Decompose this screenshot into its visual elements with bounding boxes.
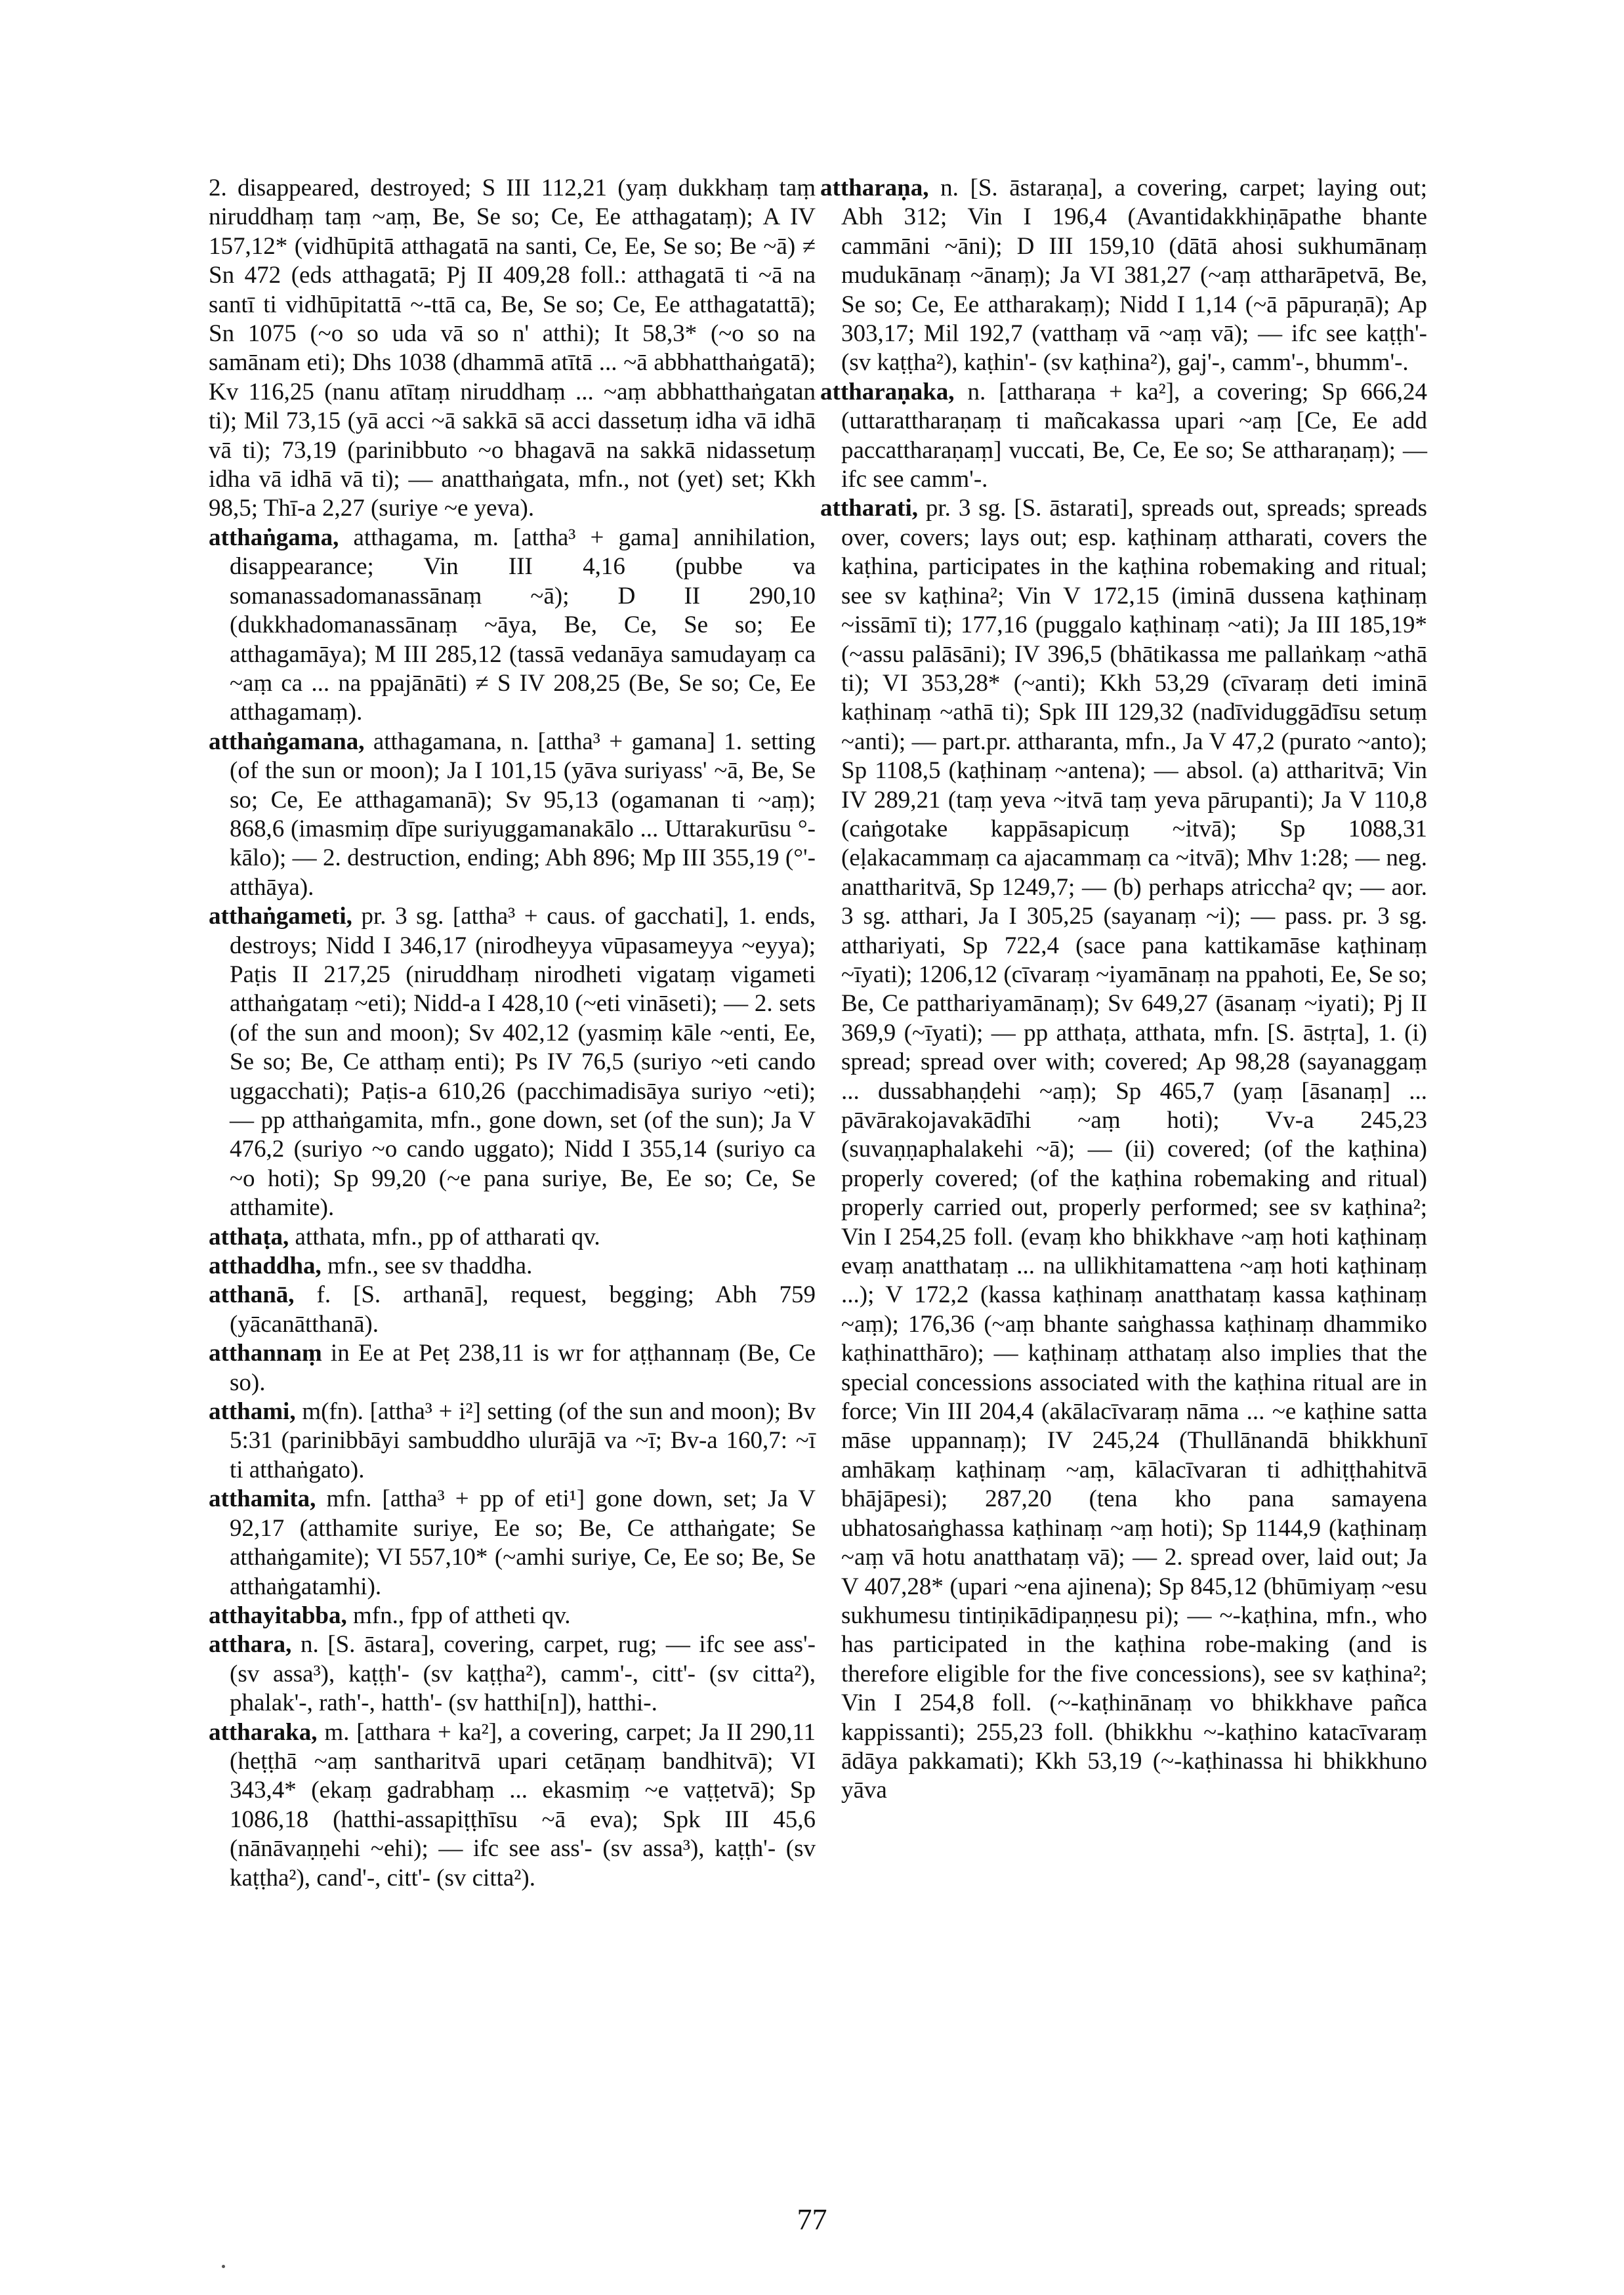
dictionary-entry xyxy=(820,174,1427,378)
entry-headword: atthayitabba, xyxy=(209,1602,347,1629)
dictionary-entry xyxy=(209,524,816,728)
entry-text: n. [S. āstara], covering, carpet, rug; — ifc see ass'- (sv assa³), kaṭṭh'- (sv kaṭṭha²), camm'-, citt'- (sv citta²), phalak'-, rath'-, hatth'- (sv hatthi[n]), hatthi-. xyxy=(230,1631,816,1717)
entry-headword: attharaka, xyxy=(209,1718,318,1746)
scan-speck xyxy=(222,2265,225,2268)
dictionary-entry xyxy=(209,1630,816,1718)
page-number: 77 xyxy=(797,2202,827,2236)
entry-headword: attharaṇaka, xyxy=(820,378,955,405)
entry-text: atthagama, m. [attha³ + gama] annihilation, disappearance; Vin III 4,16 (pubbe va somanassadomanassānaṃ ~ā); D II 290,10 (dukkhadomanassānaṃ ~āya, Be, Ce, Se so; Ee atthagamāya); M III 285,12 (tassā vedanāya samudayaṃ ca ~aṃ ca ... na ppajānāti) ≠ S IV 208,25 (Be, Se so; Ce, Ee atthagamaṃ). xyxy=(230,524,816,726)
entry-headword: atthaṅgameti, xyxy=(209,903,352,930)
left-column xyxy=(209,174,816,1893)
dictionary-entry xyxy=(209,1223,816,1252)
entry-text: mfn., see sv thaddha. xyxy=(327,1252,533,1280)
entry-text: mfn., fpp of attheti qv. xyxy=(352,1602,571,1629)
dictionary-entry xyxy=(209,1602,816,1630)
entry-text: n. [attharaṇa + ka²], a covering; Sp 666,24 (uttarattharaṇaṃ ti mañcakassa upari ~aṃ [Ce, Ee add paccattharaṇaṃ] vuccati, Be, Ce, Ee so; Se attharaṇaṃ); — ifc see camm'-. xyxy=(841,378,1427,493)
entry-headword: atthaṭa, xyxy=(209,1223,289,1251)
dictionary-entry xyxy=(209,1339,816,1397)
entry-text: f. [S. arthanā], request, begging; Abh 759 (yācanātthanā). xyxy=(230,1281,816,1338)
dictionary-entry xyxy=(209,1718,816,1893)
entry-text: m. [atthara + ka²], a covering, carpet; Ja II 290,11 (heṭṭhā ~aṃ santharitvā upari cetāṇaṃ bandhitvā); VI 343,4* (ekaṃ gadrabhaṃ ... ekasmiṃ ~e vaṭṭetvā); Sp 1086,18 (hatthi-assapiṭṭhīsu ~ā eva); Spk III 45,6 (nānāvaṇṇehi ~ehi); — ifc see ass'- (sv assa³), kaṭṭh'- (sv kaṭṭha²), cand'-, citt'- (sv citta²). xyxy=(230,1718,816,1892)
entry-text: atthagamana, n. [attha³ + gamana] 1. setting (of the sun or moon); Ja I 101,15 (yāva suriyass' ~ā, Be, Se so; Ce, Ee atthagamanā); Sv 95,13 (ogamanan ti ~aṃ); 868,6 (imasmiṃ dīpe suriyuggamanakālo ... Uttarakurūsu °-kālo); — 2. destruction, ending; Abh 896; Mp III 355,19 (°'-atthāya). xyxy=(230,728,816,901)
dictionary-entry xyxy=(209,1485,816,1602)
entry-text: pr. 3 sg. [S. āstarati], spreads out, spreads; spreads over, covers; lays out; esp. kaṭhinaṃ attharati, covers the kaṭhina, participates in the kaṭhina robemaking and ritual; see sv kaṭhina²; Vin V 172,15 (iminā dussena kaṭhinaṃ ~issāmī ti); 177,16 (puggalo kaṭhinaṃ ~ati); Ja III 185,19* (~assu palāsāni); IV 396,5 (bhātikassa me pallaṅkaṃ ~athā ti); VI 353,28* (~anti); Kkh 53,29 (cīvaraṃ deti iminā kaṭhinaṃ ~athā ti); Spk III 129,32 (nadīviduggādīsu setuṃ ~anti); — part.pr. attharanta, mfn., Ja V 47,2 (purato ~anto); Sp 1108,5 (kaṭhinaṃ ~antena); — absol. (a) attharitvā; Vin IV 289,21 (taṃ yeva ~itvā taṃ yeva pārupanti); Ja V 110,8 (caṅgotake kappāsapicuṃ ~itvā); Sp 1088,31 (eḷakacammaṃ ca ajacammaṃ ca ~itvā); Mhv 1:28; — neg. anattharitvā, Sp 1249,7; — (b) perhaps atriccha² qv; — aor. 3 sg. atthari, Ja I 305,25 (sayanaṃ ~i); — pass. pr. 3 sg. atthariyati, Sp 722,4 (sace pana kattikamāse kaṭhinaṃ ~īyati); 1206,12 (cīvaraṃ ~iyamānaṃ na ppahoti, Ee, Se so; Be, Ce patthariyamānaṃ); Sv 649,27 (āsanaṃ ~iyati); Pj II 369,9 (~īyati); — pp atthaṭa, atthata, mfn. [S. āstṛta], 1. (i) spread; spread over with; covered; Ap 98,28 (sayanaggaṃ ... dussabhaṇḍehi ~aṃ); Sp 465,7 (yaṃ [āsanaṃ] ... pāvārakojavakādīhi ~aṃ hoti); Vv-a 245,23 (suvaṇṇaphalakehi ~ā); — (ii) covered; (of the kaṭhina) properly covered; (of the kaṭhina robemaking and ritual) properly carried out, properly performed; see sv kaṭhina²; Vin I 254,25 foll. (evaṃ kho bhikkhave ~aṃ hoti kaṭhinaṃ evaṃ anatthataṃ ... na ullikhitamattena ~aṃ hoti kaṭhinaṃ ...); V 172,2 (kassa kaṭhinaṃ anatthataṃ kassa kaṭhinaṃ ~aṃ); 176,36 (~aṃ bhante saṅghassa kaṭhinaṃ dhammiko kaṭhinatthāro); — kaṭhinaṃ atthataṃ also implies that the special concessions associated with the kaṭhina ritual are in force; Vin III 204,4 (akālacīvaraṃ nāma ... ~e kaṭhine satta māse uppannaṃ); IV 245,24 (Thullānandā bhikkhunī amhākaṃ kaṭhinaṃ ~aṃ, kālacīvaran ti adhiṭṭhahitvā bhājāpesi); 287,20 (tena kho pana samayena ubhatosaṅghassa kaṭhinaṃ ~aṃ hoti); Sp 1144,9 (kaṭhinaṃ ~aṃ vā hotu anatthataṃ vā); — 2. spread over, laid out; Ja V 407,28* (upari ~ena ajinena); Sp 845,12 (bhūmiyaṃ ~esu sukhumesu tintiṇikādipaṇṇesu pi); — ~-kaṭhina, mfn., who has participated in the kaṭhina robe-making (and is therefore eligible for the five concessions), see sv kaṭhina²; Vin I 254,8 foll. (~-kaṭhinānaṃ vo bhikkhave pañca kappissanti); 255,23 foll. (bhikkhu ~-kaṭhino katacīvaraṃ ādāya pakkamati); Kkh 53,19 (~-kaṭhinassa hi bhikkhuno yāva xyxy=(841,495,1427,1804)
entry-headword: atthara, xyxy=(209,1631,292,1659)
dictionary-entry xyxy=(209,1252,816,1281)
entry-text: n. [S. āstaraṇa], a covering, carpet; laying out; Abh 312; Vin I 196,4 (Avantidakkhiṇāpathe bhante cammāni ~āni); D III 159,10 (dātā ahosi sukhumānaṃ mudukānaṃ ~ānaṃ); Ja VI 381,27 (~aṃ attharāpetvā, Be, Se so; Ce, Ee attharakaṃ); Nidd I 1,14 (~ā pāpuraṇā); Ap 303,17; Mil 192,7 (vatthaṃ vā ~aṃ vā); — ifc see kaṭṭh'- (sv kaṭṭha²), kaṭhin'- (sv kaṭhina²), gaj'-, camm'-, bhumm'-. xyxy=(841,175,1428,377)
dictionary-entry xyxy=(209,1397,816,1485)
entry-text: mfn. [attha³ + pp of eti¹] gone down, set; Ja V 92,17 (atthamite suriye, Ee so; Be, Ce atthaṅgate; Se atthaṅgamite); VI 557,10* (~amhi suriye, Ce, Ee so; Be, Se atthaṅgatamhi). xyxy=(230,1485,816,1600)
entry-headword: atthaṅgama, xyxy=(209,524,339,551)
entry-text: pr. 3 sg. [attha³ + caus. of gacchati], 1. ends, destroys; Nidd I 346,17 (nirodheyya vūpasameyya ~eyya); Paṭis II 217,25 (niruddhaṃ nirodheti vigataṃ vigameti atthaṅgataṃ ~eti); Nidd-a I 428,10 (~eti vināseti); — 2. sets (of the sun and moon); Sv 402,12 (yasmiṃ kāle ~enti, Ee, Se so; Be, Ce atthaṃ enti); Ps IV 76,5 (suriyo ~eti cando uggacchati); Paṭis-a 610,26 (pacchimadisāya suriyo ~eti); — pp atthaṅgamita, mfn., gone down, set (of the sun); Ja V 476,2 (suriyo ~o cando uggato); Nidd I 355,14 (suriyo ca ~o hoti); Sp 99,20 (~e pana suriye, Be, Ee so; Ce, Se atthamite). xyxy=(230,903,816,1222)
entry-text: 2. disappeared, destroyed; S III 112,21 (yaṃ dukkhaṃ taṃ niruddhaṃ taṃ ~aṃ, Be, Se so; Ce, Ee atthagataṃ); A IV 157,12* (vidhūpitā atthagatā na santi, Ce, Ee, Se so; Be ~ā) ≠ Sn 472 (eds atthagatā; Pj II 409,28 foll.: atthagatā ti ~ā na santī ti vidhūpitattā ~-ttā ca, Be, Se so; Ce, Ee atthagatattā); Sn 1075 (~o so uda vā so n' atthi); It 58,3* (~o so na samānam eti); Dhs 1038 (dhammā atītā ... ~ā abbhatthaṅgatā); Kv 116,25 (nanu atītaṃ niruddhaṃ ... ~aṃ abbhatthaṅgatan ti); Mil 73,15 (yā acci ~ā sakkā sā acci dassetuṃ idha vā idhā vā ti); 73,19 (parinibbuto ~o bhagavā na sakkā nidassetuṃ idha vā idhā vā ti); — anatthaṅgata, mfn., not (yet) set; Kkh 98,5; Thī-a 2,27 (suriye ~e yeva). xyxy=(209,175,816,522)
dictionary-entry xyxy=(209,174,816,524)
entry-text: in Ee at Peṭ 238,11 is wr for aṭṭhannaṃ (Be, Ce so). xyxy=(230,1340,816,1396)
dictionary-entry xyxy=(820,494,1427,1805)
entry-text: atthata, mfn., pp of attharati qv. xyxy=(295,1223,600,1251)
entry-headword: atthaṅgamana, xyxy=(209,728,365,755)
entry-headword: atthamita, xyxy=(209,1485,316,1513)
entry-headword: atthaddha, xyxy=(209,1252,322,1280)
entry-headword: atthanā, xyxy=(209,1281,295,1309)
dictionary-entry xyxy=(820,378,1427,495)
dictionary-entry xyxy=(209,728,816,902)
entry-headword: attharaṇa, xyxy=(820,175,929,201)
dictionary-entry xyxy=(209,1281,816,1339)
entry-text: m(fn). [attha³ + i²] setting (of the sun and moon); Bv 5:31 (parinibbāyi sambuddho ulurājā va ~ī; Bv-a 160,7: ~ī ti atthaṅgato). xyxy=(230,1398,816,1483)
dictionary-entry xyxy=(209,902,816,1222)
right-column xyxy=(820,174,1427,1806)
entry-headword: atthannaṃ xyxy=(209,1340,322,1367)
entry-headword: attharati, xyxy=(820,495,918,522)
entry-headword: atthami, xyxy=(209,1398,296,1426)
